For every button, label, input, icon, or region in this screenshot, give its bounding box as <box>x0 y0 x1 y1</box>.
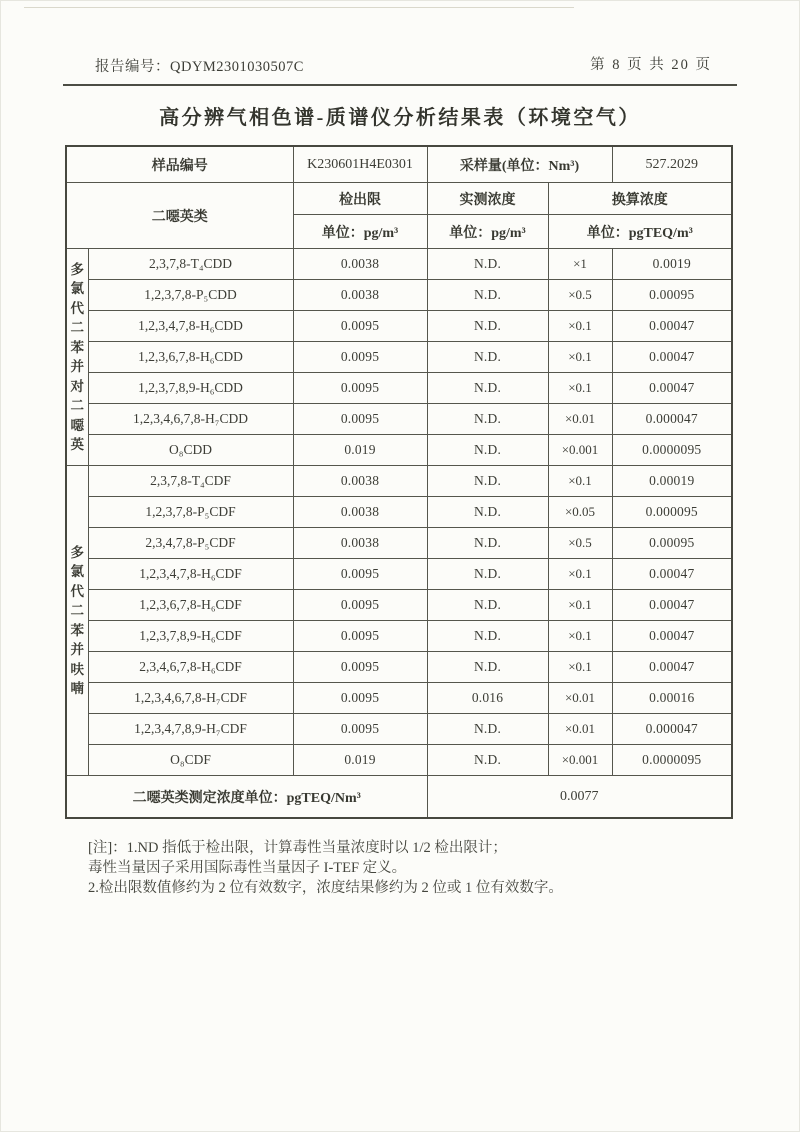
analyte-name: 2,3,4,7,8-P₅CDF <box>88 528 293 559</box>
analyte-name: 1,2,3,7,8,9-H₆CDF <box>88 621 293 652</box>
measured-value: N.D. <box>427 249 548 280</box>
header-rule <box>63 84 737 86</box>
tef-factor: ×0.1 <box>548 652 612 683</box>
report-number: 报告编号：QDYM2301030507C <box>95 59 304 75</box>
tef-factor: ×0.1 <box>548 559 612 590</box>
table-row <box>66 559 732 590</box>
measured-value: N.D. <box>427 714 548 745</box>
measured-value: N.D. <box>427 528 548 559</box>
measured-value: N.D. <box>427 311 548 342</box>
analyte-name: 1,2,3,6,7,8-H₆CDD <box>88 342 293 373</box>
teq-value: 0.000047 <box>612 404 732 435</box>
group-label-pcdf: 多氯代二苯并呋喃 <box>66 466 88 776</box>
measured-value: N.D. <box>427 559 548 590</box>
measured-unit: 单位：pg/m³ <box>427 215 548 249</box>
sample-id-value: K230601H4E0301 <box>293 146 427 183</box>
measured-value: N.D. <box>427 621 548 652</box>
tef-factor: ×0.1 <box>548 311 612 342</box>
analyte-column-header: 二噁英类 <box>66 183 293 249</box>
measured-header: 实测浓度 <box>427 183 548 215</box>
total-label: 二噁英类测定浓度单位：pgTEQ/Nm³ <box>66 776 427 819</box>
page-title: 高分辨气相色谱-质谱仪分析结果表（环境空气） <box>159 107 641 129</box>
detection-limit-value: 0.0038 <box>293 466 427 497</box>
table-row <box>66 373 732 404</box>
group-label-pcdd: 多氯代二苯并对二噁英 <box>66 249 88 466</box>
sample-volume-label: 采样量(单位：Nm³) <box>427 146 612 183</box>
table-row <box>66 621 732 652</box>
analyte-name: 1,2,3,6,7,8-H₆CDF <box>88 590 293 621</box>
tef-factor: ×1 <box>548 249 612 280</box>
tef-factor: ×0.5 <box>548 528 612 559</box>
measured-value: N.D. <box>427 652 548 683</box>
analyte-name: 2,3,7,8-T₄CDD <box>88 249 293 280</box>
teq-value: 0.00047 <box>612 559 732 590</box>
footnote-line: [注]：1.ND 指低于检出限，计算毒性当量浓度时以 1/2 检出限计； <box>88 840 507 856</box>
tef-factor: ×0.001 <box>548 745 612 776</box>
teq-value: 0.00047 <box>612 342 732 373</box>
measured-value: N.D. <box>427 497 548 528</box>
analyte-name: 1,2,3,7,8-P₅CDD <box>88 280 293 311</box>
teq-value: 0.000095 <box>612 497 732 528</box>
teq-value: 0.00047 <box>612 621 732 652</box>
total-row <box>66 776 732 819</box>
detection-limit-value: 0.019 <box>293 745 427 776</box>
table-row <box>66 590 732 621</box>
detection-limit-value: 0.0095 <box>293 683 427 714</box>
table-row <box>66 342 732 373</box>
detection-limit-value: 0.0038 <box>293 280 427 311</box>
detection-limit-value: 0.0038 <box>293 528 427 559</box>
tef-factor: ×0.01 <box>548 714 612 745</box>
tef-factor: ×0.1 <box>548 342 612 373</box>
analyte-name: 1,2,3,4,7,8-H₆CDD <box>88 311 293 342</box>
analyte-name: 1,2,3,4,7,8,9-H₇CDF <box>88 714 293 745</box>
converted-header: 换算浓度 <box>548 183 732 215</box>
analyte-name: 2,3,7,8-T₄CDF <box>88 466 293 497</box>
analyte-name: O₈CDF <box>88 745 293 776</box>
measured-value: N.D. <box>427 745 548 776</box>
teq-value: 0.0019 <box>612 249 732 280</box>
detection-limit-value: 0.0095 <box>293 621 427 652</box>
tef-factor: ×0.001 <box>548 435 612 466</box>
table-row <box>66 404 732 435</box>
scan-artifact-line <box>24 7 574 8</box>
footnote-line: 2.检出限数值修约为 2 位有效数字，浓度结果修约为 2 位或 1 位有效数字。 <box>88 880 563 896</box>
detection-limit-value: 0.0095 <box>293 714 427 745</box>
teq-value: 0.00047 <box>612 652 732 683</box>
detection-limit-value: 0.0038 <box>293 497 427 528</box>
measured-value: N.D. <box>427 590 548 621</box>
teq-value: 0.00019 <box>612 466 732 497</box>
teq-value: 0.00095 <box>612 280 732 311</box>
table-row <box>66 652 732 683</box>
table-row <box>66 249 732 280</box>
measured-value: N.D. <box>427 435 548 466</box>
table-row <box>66 497 732 528</box>
converted-unit: 单位：pgTEQ/m³ <box>548 215 732 249</box>
tef-factor: ×0.1 <box>548 466 612 497</box>
analyte-name: 1,2,3,7,8,9-H₆CDD <box>88 373 293 404</box>
measured-value: N.D. <box>427 342 548 373</box>
measured-value: N.D. <box>427 373 548 404</box>
detection-limit-value: 0.0095 <box>293 311 427 342</box>
teq-value: 0.00047 <box>612 590 732 621</box>
detection-limit-value: 0.0095 <box>293 652 427 683</box>
detection-limit-value: 0.019 <box>293 435 427 466</box>
detection-limit-header: 检出限 <box>293 183 427 215</box>
table-row <box>66 714 732 745</box>
table-row <box>66 280 732 311</box>
analyte-name: 1,2,3,4,6,7,8-H₇CDF <box>88 683 293 714</box>
teq-value: 0.00047 <box>612 311 732 342</box>
tef-factor: ×0.01 <box>548 683 612 714</box>
page-indicator: 第 8 页 共 20 页 <box>590 57 712 73</box>
analyte-name: 1,2,3,4,6,7,8-H₇CDD <box>88 404 293 435</box>
tef-factor: ×0.05 <box>548 497 612 528</box>
detection-limit-value: 0.0095 <box>293 559 427 590</box>
table-row <box>66 311 732 342</box>
tef-factor: ×0.1 <box>548 373 612 404</box>
footnote-line: 毒性当量因子采用国际毒性当量因子 I-TEF 定义。 <box>88 860 407 876</box>
measured-value: N.D. <box>427 466 548 497</box>
analyte-name: 2,3,4,6,7,8-H₆CDF <box>88 652 293 683</box>
detection-limit-unit: 单位：pg/m³ <box>293 215 427 249</box>
teq-value: 0.0000095 <box>612 435 732 466</box>
measured-value: 0.016 <box>427 683 548 714</box>
teq-value: 0.00016 <box>612 683 732 714</box>
teq-value: 0.0000095 <box>612 745 732 776</box>
analyte-name: 1,2,3,7,8-P₅CDF <box>88 497 293 528</box>
tef-factor: ×0.1 <box>548 590 612 621</box>
teq-value: 0.000047 <box>612 714 732 745</box>
analyte-name: 1,2,3,4,7,8-H₆CDF <box>88 559 293 590</box>
detection-limit-value: 0.0095 <box>293 342 427 373</box>
detection-limit-value: 0.0095 <box>293 373 427 404</box>
table-row <box>66 745 732 776</box>
teq-value: 0.00095 <box>612 528 732 559</box>
table-row <box>66 466 732 497</box>
detection-limit-value: 0.0095 <box>293 404 427 435</box>
detection-limit-value: 0.0038 <box>293 249 427 280</box>
sample-id-label: 样品编号 <box>66 146 293 183</box>
measured-value: N.D. <box>427 404 548 435</box>
results-table <box>65 145 733 819</box>
measured-value: N.D. <box>427 280 548 311</box>
total-value: 0.0077 <box>427 776 732 819</box>
analyte-name: O₈CDD <box>88 435 293 466</box>
column-header-row <box>66 183 732 215</box>
footnotes <box>88 838 728 898</box>
table-row <box>66 528 732 559</box>
tef-factor: ×0.5 <box>548 280 612 311</box>
sample-info-row <box>66 146 732 183</box>
tef-factor: ×0.1 <box>548 621 612 652</box>
teq-value: 0.00047 <box>612 373 732 404</box>
table-row <box>66 683 732 714</box>
detection-limit-value: 0.0095 <box>293 590 427 621</box>
tef-factor: ×0.01 <box>548 404 612 435</box>
table-row <box>66 435 732 466</box>
sample-volume-value: 527.2029 <box>612 146 732 183</box>
